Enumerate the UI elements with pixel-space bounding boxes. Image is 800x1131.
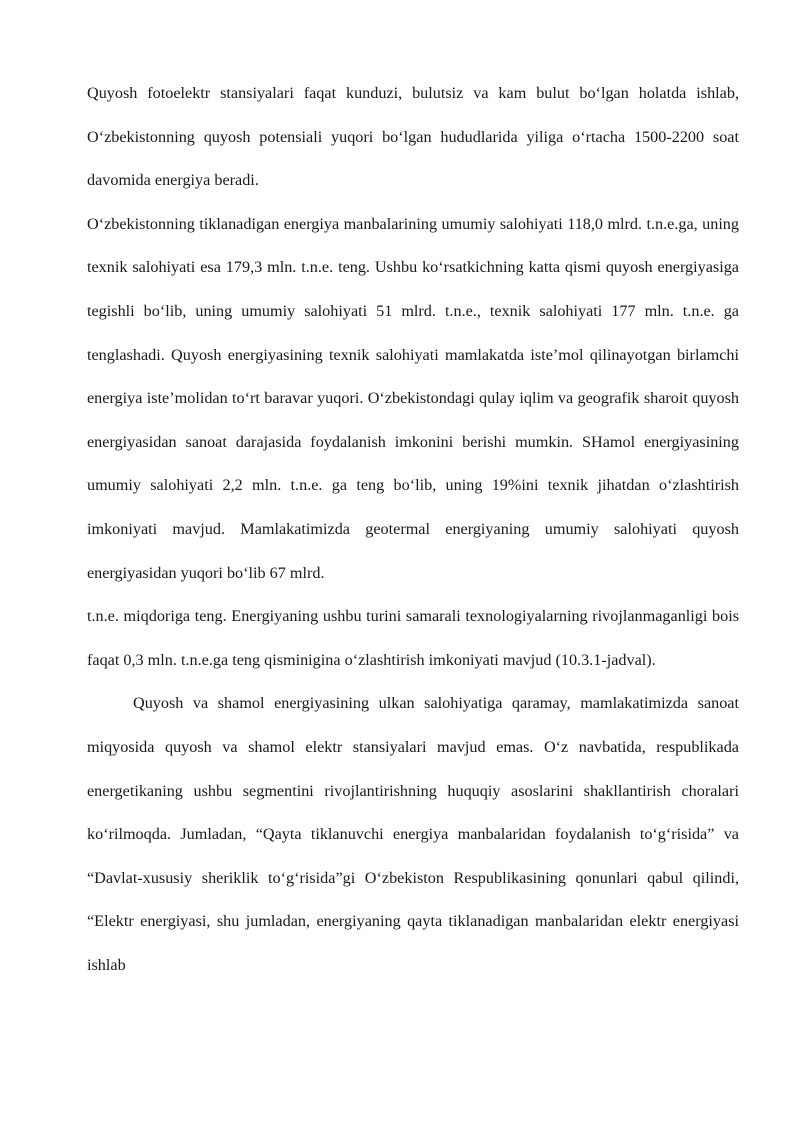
paragraph-2: O‘zbekistonning tiklanadigan energiya manbalarining umumiy salohiyati 118,0 mlrd. t.n.e.ga, uning texnik salohiyati esa 179,3 mln. t.n.e. teng. Ushbu ko‘rsatkichning katta qismi quyosh energiyasiga tegishli bo‘lib, uning umumiy salohiyati 51 mlrd. t.n.e., texnik salohiyati 177 mln. t.n.e. ga tenglashadi. Quyosh energiyasining texnik salohiyati mamlakatda iste’mol qilinayotgan birlamchi energiya iste’molidan to‘rt baravar yuqori. O‘zbekistondagi qulay iqlim va geografik sharoit quyosh energiyasidan sanoat darajasida foydalanish imkonini berishi mumkin. SHamol energiyasining umumiy salohiyati 2,2 mln. t.n.e. ga teng bo‘lib, uning 19%ini texnik jihatdan o‘zlashtirish imkoniyati mavjud. Mamlakatimizda geotermal energiyaning umumiy salohiyati quyosh energiyasidan yuqori bo‘lib 67 mlrd. — [87, 214, 739, 582]
paragraph-1: Quyosh fotoelektr stansiyalari faqat kunduzi, bulutsiz va kam bulut bo‘lgan holatda ishlab, O‘zbekistonning quyosh potensiali yuqori bo‘lgan hududlarida yiliga o‘rtacha 1500-2200 soat davomida energiya beradi. — [87, 84, 739, 190]
paragraph-3: t.n.e. miqdoriga teng. Energiyaning ushbu turini samarali texnologiyalarning rivojlanmaganligi bois faqat 0,3 mln. t.n.e.ga teng qisminigina o‘zlashtirish imkoniyati mavjud (10.3.1-jadval). — [87, 607, 739, 669]
paragraph-4: Quyosh va shamol energiyasining ulkan salohiyatiga qaramay, mamlakatimizda sanoat miqyosida quyosh va shamol elektr stansiyalari mavjud emas. O‘z navbatida, respublikada energetikaning ushbu segmentini rivojlantirishning huquqiy asoslarini shakllantirish choralari ko‘rilmoqda. Jumladan, “Qayta tiklanuvchi energiya manbalaridan foydalanish to‘g‘risida” va “Davlat-xususiy sheriklik to‘g‘risida”gi O‘zbekiston Respublikasining qonunlari qabul qilindi, “Elektr energiyasi, shu jumladan, energiyaning qayta tiklanadigan manbalaridan elektr energiyasi ishlab — [87, 694, 739, 974]
document-body — [87, 72, 739, 987]
